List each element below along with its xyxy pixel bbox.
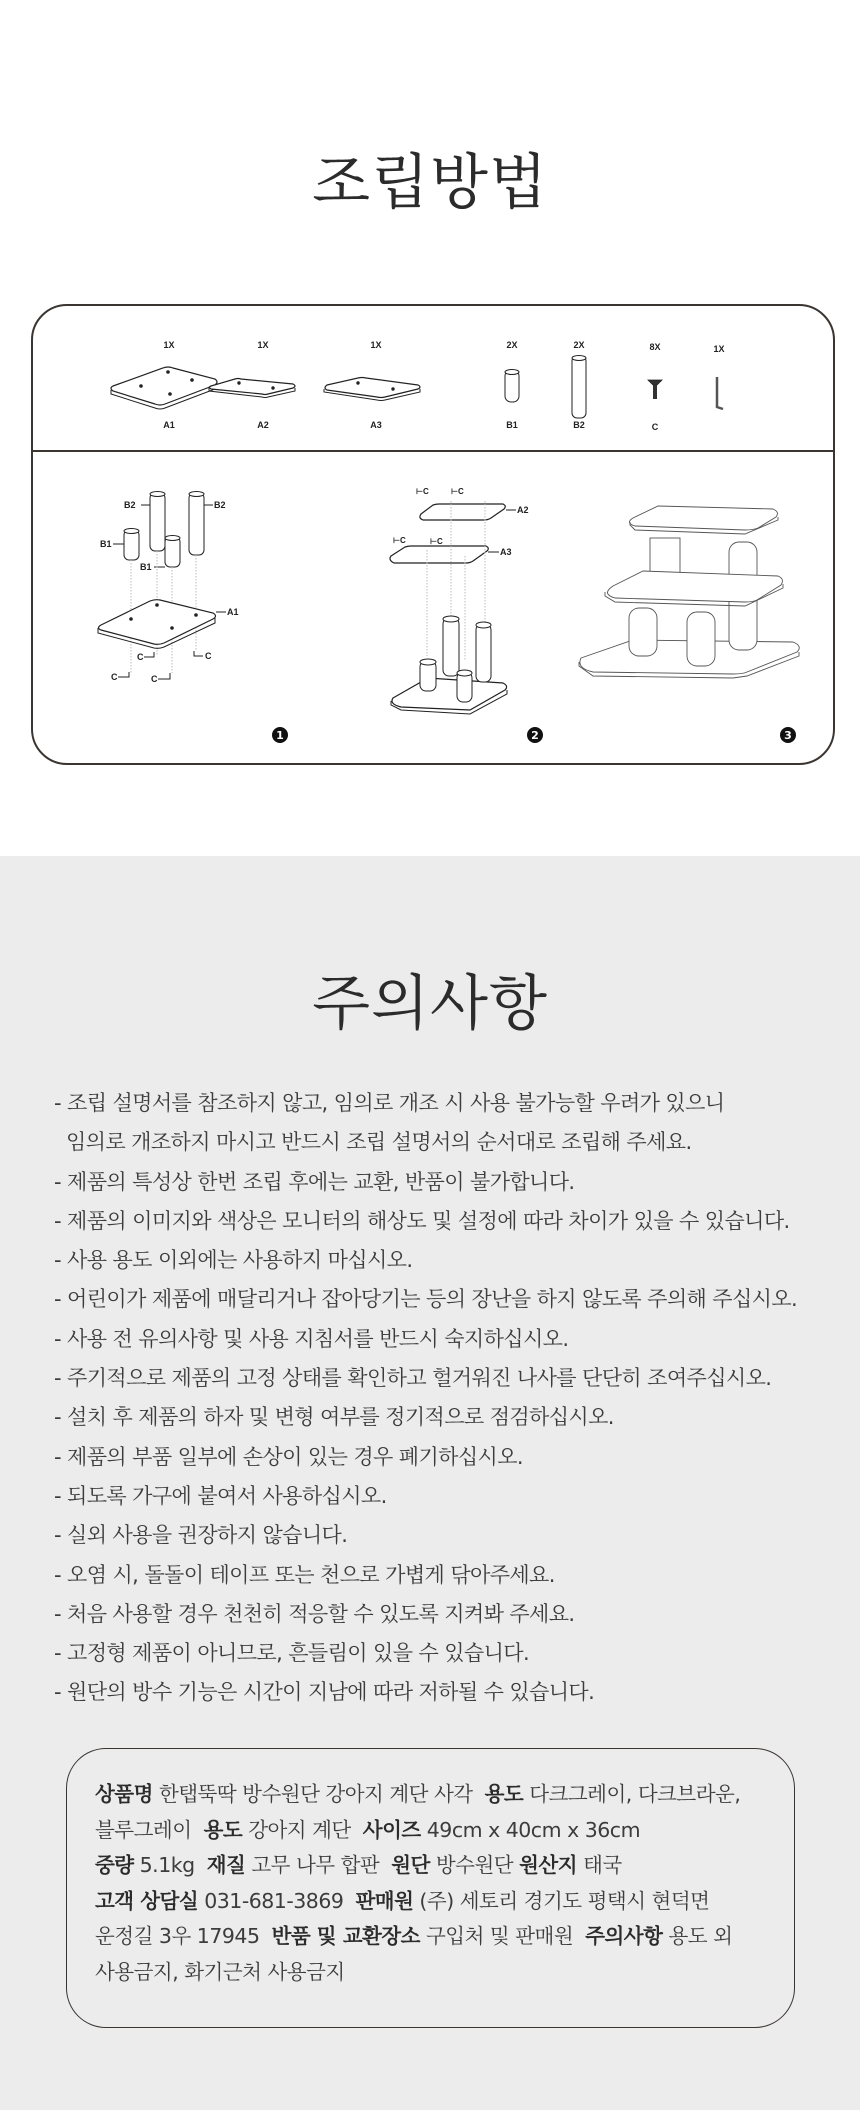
step-2-number: [527, 727, 543, 743]
part-a3: [324, 340, 420, 430]
step-3-number: [780, 727, 796, 743]
label-return: 반품 및 교환장소: [271, 1924, 420, 1948]
svg-text:A3: A3: [500, 547, 512, 557]
label-use: 용도: [203, 1817, 243, 1842]
svg-text:1X: 1X: [713, 344, 725, 354]
label-material: 재질: [206, 1853, 246, 1877]
label-color: 용도: [484, 1782, 524, 1806]
part-b1: [505, 340, 519, 430]
svg-text:⊢C: ⊢C: [416, 487, 429, 496]
product-info-text: [95, 1777, 775, 1990]
svg-text:B1: B1: [506, 420, 518, 430]
svg-text:A2: A2: [517, 505, 529, 515]
assembly-diagram-box: [31, 304, 835, 765]
svg-text:1X: 1X: [370, 340, 382, 350]
value-use: 강아지 계단: [248, 1817, 351, 1842]
product-info-box: [66, 1748, 795, 2028]
value-caution: 용도 외: [668, 1924, 733, 1948]
step-1-number: [272, 727, 288, 743]
precaution-item: - 고정형 제품이 아니므로, 흔들림이 있을 수 있습니다.: [54, 1641, 530, 1666]
precautions-title: 주의사항: [312, 969, 548, 1039]
precaution-item: - 설치 후 제품의 하자 및 변형 여부를 정기적으로 점검하십시오.: [54, 1405, 614, 1430]
value-caution-2: 사용금지, 화기근처 사용금지: [95, 1959, 345, 1984]
svg-text:B2: B2: [214, 500, 226, 510]
svg-text:⊢C: ⊢C: [393, 536, 406, 545]
part-a1-label: A1: [163, 420, 175, 430]
part-a2: [209, 340, 295, 430]
assembly-title: 조립방법: [312, 148, 548, 218]
value-customer-service[interactable]: 031-681-3869: [204, 1888, 344, 1913]
label-caution: 주의사항: [585, 1924, 663, 1948]
precaution-item: - 오염 시, 돌돌이 테이프 또는 천으로 가볍게 닦아주세요.: [54, 1562, 555, 1587]
svg-text:⊢C: ⊢C: [430, 537, 443, 546]
precaution-item: - 조립 설명서를 참조하지 않고, 임의로 개조 시 사용 불가능할 우려가 있으니: [54, 1091, 725, 1115]
svg-text:A2: A2: [257, 420, 269, 430]
svg-text:C: C: [111, 672, 118, 682]
svg-text:C: C: [137, 652, 144, 662]
svg-text:8X: 8X: [649, 342, 661, 352]
assembly-section: [0, 0, 860, 856]
assembly-diagram: [33, 306, 833, 763]
label-fabric: 원단: [391, 1853, 430, 1877]
precaution-item: - 사용 용도 이외에는 사용하지 마십시오.: [54, 1248, 413, 1273]
svg-text:1X: 1X: [257, 340, 269, 350]
value-origin: 태국: [583, 1853, 622, 1877]
svg-text:2: 2: [531, 729, 539, 742]
part-hex-key: [713, 344, 724, 409]
label-customer-service: 고객 상담실: [95, 1888, 199, 1913]
label-weight: 중량: [95, 1853, 134, 1877]
part-a1-qty: 1X: [163, 340, 175, 350]
part-c-screw: [648, 342, 662, 432]
label-seller: 판매원: [355, 1888, 414, 1913]
step-1-diagram: [98, 492, 239, 685]
svg-text:A1: A1: [227, 607, 239, 617]
value-seller: (주) 세토리 경기도 평택시 현덕면: [419, 1888, 710, 1913]
svg-text:2X: 2X: [573, 340, 585, 350]
value-material: 고무 나무 합판: [251, 1853, 380, 1877]
precaution-item: - 원단의 방수 기능은 시간이 지남에 따라 저하될 수 있습니다.: [54, 1680, 595, 1705]
svg-text:B1: B1: [140, 562, 152, 572]
svg-text:C: C: [205, 651, 212, 661]
svg-text:C: C: [651, 422, 659, 432]
svg-text:B2: B2: [573, 420, 585, 430]
precaution-item: - 제품의 부품 일부에 손상이 있는 경우 폐기하십시오.: [54, 1444, 523, 1469]
svg-text:3: 3: [784, 729, 792, 742]
value-size: 49cm x 40cm x 36cm: [426, 1817, 641, 1842]
precaution-item: 임의로 개조하지 마시고 반드시 조립 설명서의 순서대로 조립해 주세요.: [66, 1130, 692, 1155]
label-size: 사이즈: [362, 1817, 421, 1842]
svg-text:A3: A3: [370, 420, 382, 430]
precaution-item: - 실외 사용을 권장하지 않습니다.: [54, 1523, 348, 1548]
precautions-list: [54, 1084, 834, 1713]
value-fabric: 방수원단: [435, 1853, 514, 1877]
value-color-2: 블루그레이: [95, 1817, 192, 1842]
label-origin: 원산지: [519, 1853, 578, 1877]
label-product-name: 상품명: [95, 1782, 153, 1806]
value-return: 구입처 및 판매원: [426, 1924, 574, 1948]
precaution-item: - 제품의 특성상 한번 조립 후에는 교환, 반품이 불가합니다.: [54, 1169, 575, 1194]
value-color: 다크그레이, 다크브라운,: [529, 1782, 741, 1806]
value-product-name: 한탭뚝딱 방수원단 강아지 계단 사각: [158, 1782, 473, 1806]
svg-text:1: 1: [276, 729, 284, 742]
svg-text:B2: B2: [124, 500, 136, 510]
value-seller-2: 운정길 3우 17945: [95, 1924, 260, 1948]
precaution-item: - 되도록 가구에 붙여서 사용하십시오.: [54, 1483, 387, 1508]
precaution-item: - 어린이가 제품에 매달리거나 잡아당기는 등의 장난을 하지 않도록 주의해 주십시오.: [54, 1287, 798, 1312]
value-weight: 5.1kg: [139, 1853, 195, 1877]
svg-text:C: C: [151, 674, 158, 684]
step-2-diagram: [390, 486, 529, 714]
part-b2: [572, 340, 586, 430]
precaution-item: - 제품의 이미지와 색상은 모니터의 해상도 및 설정에 따라 차이가 있을 수 있습니다.: [54, 1208, 790, 1233]
precaution-item: - 주기적으로 제품의 고정 상태를 확인하고 헐거워진 나사를 단단히 조여주십시오.: [54, 1366, 772, 1391]
part-a1: [111, 340, 217, 430]
step-3-diagram: [579, 506, 799, 678]
precaution-item: - 처음 사용할 경우 천천히 적응할 수 있도록 지켜봐 주세요.: [54, 1601, 575, 1626]
svg-text:2X: 2X: [506, 340, 518, 350]
svg-text:B1: B1: [100, 539, 112, 549]
svg-text:⊢C: ⊢C: [451, 487, 464, 496]
precaution-item: - 사용 전 유의사항 및 사용 지침서를 반드시 숙지하십시오.: [54, 1326, 569, 1351]
